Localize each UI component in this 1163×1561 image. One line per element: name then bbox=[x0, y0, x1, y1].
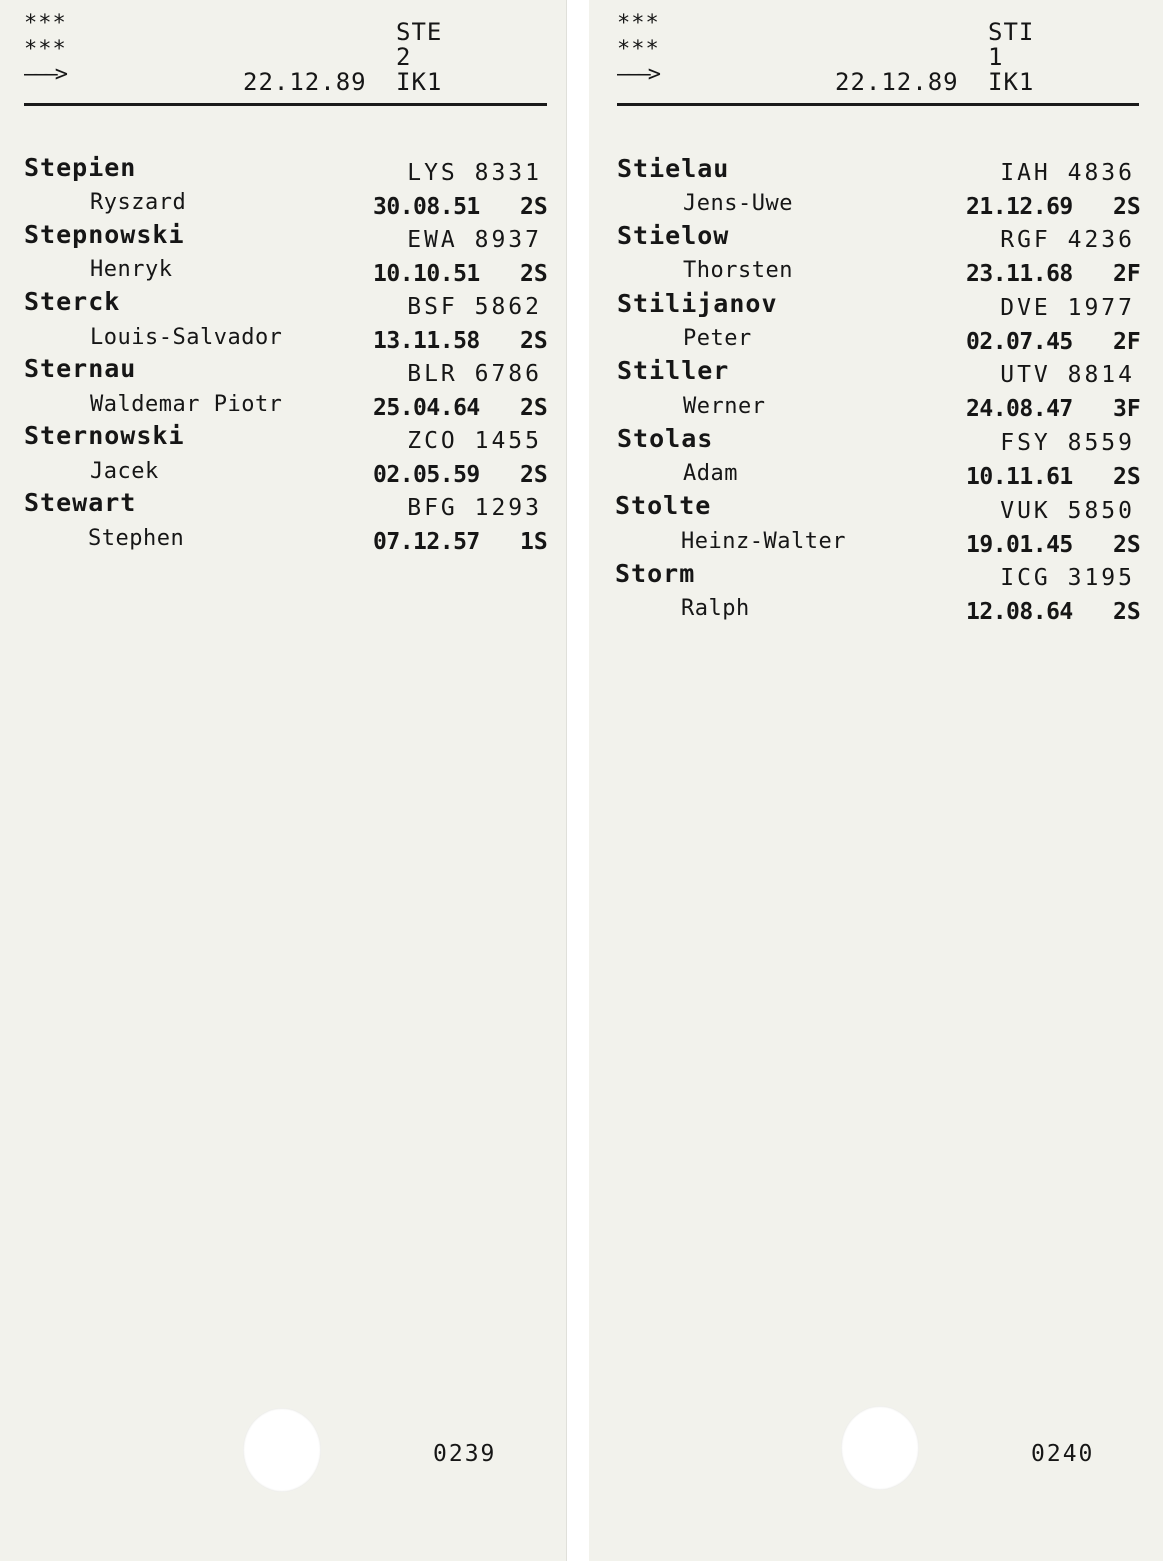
punch-hole bbox=[243, 1408, 321, 1492]
surname: Stolas bbox=[617, 424, 714, 453]
header-seq: 2 bbox=[396, 43, 412, 71]
birth-date: 02.05.59 bbox=[373, 462, 480, 488]
index-card-left bbox=[0, 0, 566, 1561]
header-office: IK1 bbox=[396, 68, 443, 96]
class-code: 2S bbox=[1113, 532, 1141, 558]
surname: Stiller bbox=[617, 356, 730, 385]
birth-date: 19.01.45 bbox=[966, 532, 1073, 558]
given-name: Ralph bbox=[681, 596, 750, 621]
class-code: 2S bbox=[1113, 464, 1141, 490]
given-name: Werner bbox=[683, 394, 766, 419]
registration-code: ICG 3195 bbox=[1000, 565, 1135, 591]
card-number: 0240 bbox=[1031, 1441, 1095, 1467]
header-office: IK1 bbox=[988, 68, 1035, 96]
given-name: Henryk bbox=[90, 257, 173, 282]
registration-code: EWA 8937 bbox=[407, 227, 542, 253]
surname: Sterck bbox=[24, 287, 121, 316]
registration-code: VUK 5850 bbox=[1000, 498, 1135, 524]
header-arrow: ———> bbox=[24, 62, 65, 87]
header-date: 22.12.89 bbox=[835, 68, 959, 96]
registration-code: BLR 6786 bbox=[407, 361, 542, 387]
registration-code: IAH 4836 bbox=[1000, 160, 1135, 186]
birth-date: 10.11.61 bbox=[966, 464, 1073, 490]
header-stars-line-1: *** bbox=[617, 11, 660, 36]
given-name: Stephen bbox=[88, 526, 185, 551]
given-name: Ryszard bbox=[90, 190, 187, 215]
registration-code: ZCO 1455 bbox=[407, 428, 542, 454]
registration-code: DVE 1977 bbox=[1000, 295, 1135, 321]
header-stars-line-1: *** bbox=[24, 11, 67, 36]
header-prefix: STE bbox=[396, 18, 443, 46]
header-stars-line-2: *** bbox=[24, 37, 67, 62]
birth-date: 07.12.57 bbox=[373, 529, 480, 555]
header-prefix: STI bbox=[988, 18, 1035, 46]
surname: Stepnowski bbox=[24, 220, 185, 249]
header-rule bbox=[617, 103, 1139, 106]
birth-date: 30.08.51 bbox=[373, 194, 480, 220]
given-name: Jens-Uwe bbox=[683, 191, 793, 216]
header-arrow: ———> bbox=[617, 62, 658, 87]
class-code: 3F bbox=[1113, 396, 1141, 422]
birth-date: 12.08.64 bbox=[966, 599, 1073, 625]
given-name: Heinz-Walter bbox=[681, 529, 846, 554]
given-name: Adam bbox=[683, 461, 738, 486]
punch-hole bbox=[841, 1406, 919, 1490]
class-code: 2S bbox=[1113, 194, 1141, 220]
birth-date: 13.11.58 bbox=[373, 328, 480, 354]
index-card-right bbox=[589, 0, 1163, 1561]
given-name: Waldemar Piotr bbox=[90, 392, 283, 417]
class-code: 2S bbox=[520, 194, 548, 220]
class-code: 2S bbox=[520, 395, 548, 421]
surname: Stielow bbox=[617, 221, 730, 250]
header-date: 22.12.89 bbox=[243, 68, 367, 96]
birth-date: 02.07.45 bbox=[966, 329, 1073, 355]
surname: Storm bbox=[615, 559, 696, 588]
registration-code: BSF 5862 bbox=[407, 294, 542, 320]
surname: Stilijanov bbox=[617, 289, 778, 318]
surname: Stolte bbox=[615, 491, 712, 520]
given-name: Jacek bbox=[90, 459, 159, 484]
surname: Stewart bbox=[24, 488, 137, 517]
birth-date: 21.12.69 bbox=[966, 194, 1073, 220]
registration-code: LYS 8331 bbox=[407, 160, 542, 186]
registration-code: FSY 8559 bbox=[1000, 430, 1135, 456]
class-code: 2S bbox=[520, 261, 548, 287]
given-name: Peter bbox=[683, 326, 752, 351]
surname: Stepien bbox=[24, 153, 137, 182]
class-code: 1S bbox=[520, 529, 548, 555]
class-code: 2F bbox=[1113, 329, 1141, 355]
card-gutter bbox=[566, 0, 590, 1561]
birth-date: 25.04.64 bbox=[373, 395, 480, 421]
given-name: Thorsten bbox=[683, 258, 793, 283]
header-seq: 1 bbox=[988, 43, 1004, 71]
surname: Sternowski bbox=[24, 421, 185, 450]
registration-code: RGF 4236 bbox=[1000, 227, 1135, 253]
class-code: 2F bbox=[1113, 261, 1141, 287]
registration-code: UTV 8814 bbox=[1000, 362, 1135, 388]
birth-date: 10.10.51 bbox=[373, 261, 480, 287]
class-code: 2S bbox=[520, 328, 548, 354]
registration-code: BFG 1293 bbox=[407, 495, 542, 521]
surname: Sternau bbox=[24, 354, 137, 383]
header-rule bbox=[24, 103, 547, 106]
given-name: Louis-Salvador bbox=[90, 325, 283, 350]
class-code: 2S bbox=[1113, 599, 1141, 625]
header-stars-line-2: *** bbox=[617, 37, 660, 62]
class-code: 2S bbox=[520, 462, 548, 488]
surname: Stielau bbox=[617, 154, 730, 183]
birth-date: 23.11.68 bbox=[966, 261, 1073, 287]
birth-date: 24.08.47 bbox=[966, 396, 1073, 422]
card-number: 0239 bbox=[433, 1441, 497, 1467]
